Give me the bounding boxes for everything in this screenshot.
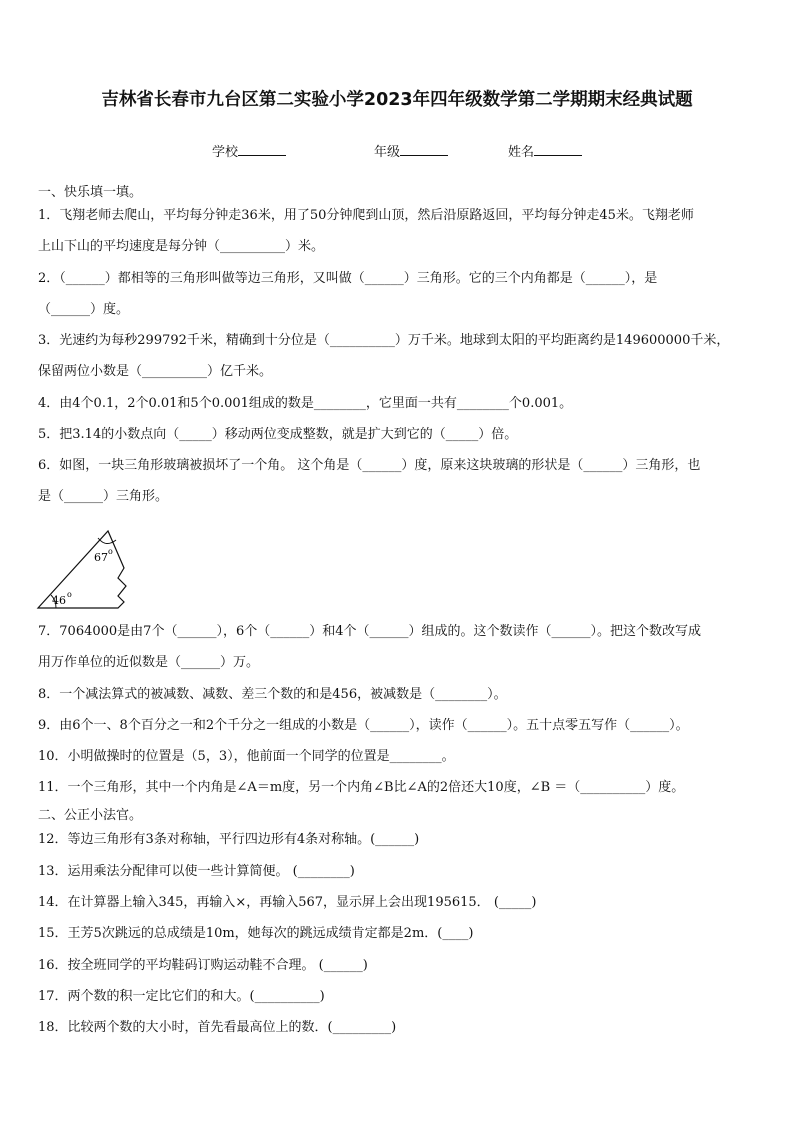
section-heading-fill: 一、快乐填一填。 <box>38 185 143 200</box>
section-heading-judge: 二、公正小法官。 <box>38 808 143 823</box>
question-line: 7．7064000是由7个（______），6个（______）和4个（______）组成的。这个数读作（______）。把这个数改写成 <box>38 624 701 639</box>
question-line: 9．由6个一、8个百分之一和2个千分之一组成的小数是（______），读作（______）。五十点零五写作（______）。 <box>38 718 689 733</box>
name-label: 姓名 <box>508 145 535 160</box>
grade-blank[interactable] <box>400 141 448 156</box>
grade-field <box>374 141 448 160</box>
name-blank[interactable] <box>534 141 582 156</box>
name-field <box>508 141 582 160</box>
question-line: 11．一个三角形，其中一个内角是∠A＝m度，另一个内角∠B比∠A的2倍还大10度，∠B ＝（__________）度。 <box>38 780 685 795</box>
question-line: 12．等边三角形有3条对称轴，平行四边形有4条对称轴。(______) <box>38 832 420 847</box>
question-line: 16．按全班同学的平均鞋码订购运动鞋不合理。 (______) <box>38 958 368 973</box>
question-line: 10．小明做操时的位置是（5，3），他前面一个同学的位置是________。 <box>38 749 455 764</box>
question-line: 2．（______）都相等的三角形叫做等边三角形，又叫做（______）三角形。它的三个内角都是（______），是 <box>38 271 658 286</box>
triangle-diagram <box>36 528 136 612</box>
question-line: 用万作单位的近似数是（______）万。 <box>38 655 260 670</box>
question-line: 5．把3.14的小数点向（_____）移动两位变成整数，就是扩大到它的（_____）倍。 <box>38 427 518 442</box>
broken-triangle-figure <box>36 528 136 616</box>
question-line: 14．在计算器上输入345，再输入×，再输入567，显示屏上会出现195615． (_____) <box>38 895 537 910</box>
question-line: 保留两位小数是（__________）亿千米。 <box>38 364 273 379</box>
page-title: 吉林省长春市九台区第二实验小学2023年四年级数学第二学期期末经典试题 <box>101 90 693 110</box>
question-line: 18．比较两个数的大小时，首先看最高位上的数．(_________) <box>38 1020 397 1035</box>
question-line: 3．光速约为每秒299792千米，精确到十分位是（__________）万千米。地球到太阳的平均距离约是149600000千米， <box>38 333 730 348</box>
question-line: 上山下山的平均速度是每分钟（__________）米。 <box>38 239 325 254</box>
grade-label: 年级 <box>374 145 401 160</box>
question-line: 1．飞翔老师去爬山，平均每分钟走36米，用了50分钟爬到山顶，然后沿原路返回，平均每分钟走45米。飞翔老师 <box>38 208 694 223</box>
question-line: 17．两个数的积一定比它们的和大。(__________) <box>38 989 325 1004</box>
question-line: 15．王芳5次跳远的总成绩是10m，她每次的跳远成绩肯定都是2m．(____) <box>38 926 474 941</box>
angle-label-top: 67 <box>94 551 108 564</box>
degree-mark-bottom: o <box>67 590 72 599</box>
question-line: 13．运用乘法分配律可以使一些计算简便。 (________) <box>38 864 355 879</box>
school-label: 学校 <box>212 145 239 160</box>
angle-label-bottom: 46 <box>52 594 66 607</box>
school-blank[interactable] <box>238 141 286 156</box>
question-line: 是（______）三角形。 <box>38 489 169 504</box>
question-line: （______）度。 <box>38 302 130 317</box>
question-line: 4．由4个0.1，2个0.01和5个0.001组成的数是________，它里面一共有________个0.001。 <box>38 396 573 411</box>
question-line: 8．一个减法算式的被减数、减数、差三个数的和是456，被减数是（________）。 <box>38 687 507 702</box>
school-field <box>212 141 286 160</box>
question-line: 6．如图，一块三角形玻璃被损坏了一个角。 这个角是（______）度，原来这块玻璃的形状是（______）三角形，也 <box>38 458 701 473</box>
degree-mark-top: o <box>108 547 113 556</box>
